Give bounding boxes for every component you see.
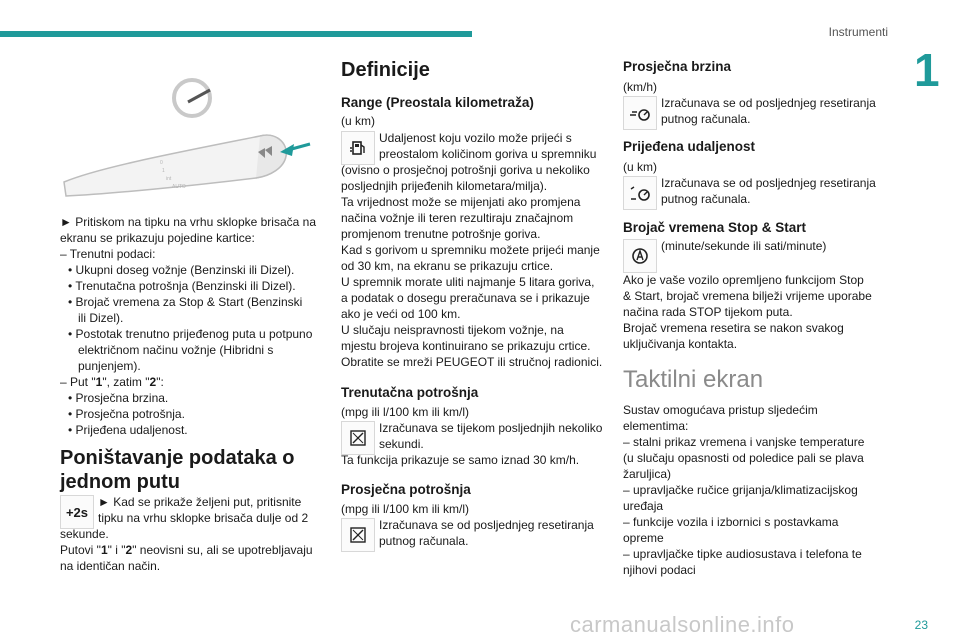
trip-2: 2 [125, 543, 133, 557]
reset-heading [60, 446, 295, 494]
text-line: a podatak o dosegu preračunava se i prikazuje [341, 291, 590, 305]
text-line: sekundi. [379, 437, 424, 451]
section-title: Instrumenti [828, 25, 888, 39]
current-consumption-icon-text [379, 420, 602, 452]
trip-line-text: ", zatim " [102, 375, 150, 389]
text-line: od 30 km, na ekranu se prikazuju crtice. [341, 259, 554, 273]
average-consumption-icon [341, 518, 375, 552]
trip-2: 2 [149, 375, 157, 389]
text-line: ako je veći od 100 km. [341, 307, 461, 321]
text-line: – funkcije vozila i izbornici s postavkama [623, 515, 839, 529]
reset-heading-line: Poništavanje podataka o [60, 447, 295, 469]
reset-line: ► Kad se prikaže željeni put, pritisnite [98, 495, 302, 509]
trip-1: 1 [100, 543, 108, 557]
distance-unit: (u km) [623, 160, 657, 174]
svg-text:int: int [166, 176, 172, 182]
text-line: promjenom trenutne potrošnje goriva. [341, 227, 541, 241]
bullet-item: • Prosječna brzina. [68, 391, 169, 405]
range-unit: (u km) [341, 114, 375, 128]
text-line: Udaljenost koju vozilo može prijeći s [379, 131, 572, 145]
svg-text:AUTO: AUTO [172, 184, 186, 190]
reset-line-part: " neovisni su, ali se upotrebljavaju [132, 543, 313, 557]
text-line: načina vožnje ili teren rezultiraju značajnom [341, 211, 574, 225]
reset-line-part: " i " [107, 543, 126, 557]
distance-icon-text [661, 175, 876, 207]
text-line: Ako je vaše vozilo opremljeno funkcijom Stop [623, 273, 864, 287]
text-line: putnog računala. [661, 112, 751, 126]
fuel-pump-icon [341, 131, 375, 165]
text-line: & Start, brojač vremena bilježi vrijeme uporabe [623, 289, 872, 303]
text-line: uključivanja kontakta. [623, 337, 738, 351]
average-consumption-title: Prosječna potrošnja [341, 482, 471, 497]
svg-text:0: 0 [160, 160, 163, 166]
reset-line: sekunde. [60, 527, 109, 541]
text-line: (u slučaju opasnosti od poledice pali se plava [623, 451, 864, 465]
average-consumption-unit: (mpg ili l/100 km ili km/l) [341, 502, 470, 516]
touch-screen-text [623, 402, 864, 578]
instruction-line: ekranu se prikazuju pojedine kartice: [60, 231, 255, 245]
consumption-gauge-icon [341, 421, 375, 455]
bullet-list-current [60, 262, 316, 374]
reset-line [60, 542, 313, 558]
trip-line-text: ": [156, 375, 164, 389]
bullet-item: • Trenutačna potrošnja (Benzinski ili Dizel). [68, 279, 296, 293]
reset-heading-line: jednom putu [60, 471, 180, 493]
text-line: načina rada STOP tijekom puta. [623, 305, 793, 319]
text-line: U slučaju neispravnosti tijekom vožnje, na [341, 323, 564, 337]
page-number: 23 [914, 618, 928, 632]
reset-icon-label: +2s [65, 504, 89, 520]
range-icon-text [379, 130, 596, 162]
text-line: Ta vrijednost može se mijenjati ako promjena [341, 195, 581, 209]
reset-line: na identičan način. [60, 559, 161, 573]
text-line: posljednjih prijeđenih kilometara/milja). [341, 179, 548, 193]
distance-icon [623, 176, 657, 210]
speedometer-icon [623, 96, 657, 130]
text-line: Izračunava se od posljednjeg resetiranja [661, 96, 876, 110]
distance-title: Prijeđena udaljenost [623, 139, 756, 154]
trip-line-text: – Put " [60, 375, 96, 389]
reset-text [60, 526, 313, 574]
trip-line [60, 374, 316, 390]
text-line: Brojač vremena resetira se nakon svakog [623, 321, 844, 335]
trip-1: 1 [95, 375, 103, 389]
chapter-tab [900, 41, 960, 96]
bullet-item: • Postotak trenutno prijeđenog puta u potpuno [68, 327, 313, 341]
reset-icon-text [98, 494, 308, 526]
svg-text:1: 1 [162, 168, 165, 174]
reset-line: tipku na vrhu sklopke brisača dulje od 2 [98, 511, 309, 525]
watermark: carmanualsonline.info [570, 612, 795, 637]
text-line: uređaja [623, 499, 664, 513]
text-line: Izračunava se tijekom posljednjih nekoliko [379, 421, 603, 435]
touch-screen-title: Taktilni ekran [623, 366, 764, 393]
instruction-line: ► Pritiskom na tipku na vrhu sklopke brisača na [60, 215, 316, 229]
reset-button-icon [60, 495, 94, 529]
instruction-block [60, 214, 316, 438]
text-line: Obratite se mreži PEUGEOT ili stručnoj radionici. [341, 355, 603, 369]
text-line: njihovi podaci [623, 563, 696, 577]
bullet-item: • Ukupni doseg vožnje (Benzinski ili Dizel). [68, 263, 295, 277]
current-consumption-title: Trenutačna potrošnja [341, 385, 479, 400]
text-line: putnog računala. [379, 534, 469, 548]
text-line: – upravljačke ručice grijanja/klimatizacijskog [623, 483, 858, 497]
text-line: – stalni prikaz vremena i vanjske temperature [623, 435, 865, 449]
wiper-stalk-illustration [60, 72, 322, 202]
text-line: Kad s gorivom u spremniku možete prijeći manje [341, 243, 600, 257]
text-line: elementima: [623, 419, 689, 433]
average-consumption-icon-text [379, 517, 594, 549]
stop-start-text [623, 272, 872, 352]
average-speed-icon-text [661, 95, 876, 127]
text-line: putnog računala. [661, 192, 751, 206]
text-line: Sustav omogućava pristup sljedećim [623, 403, 818, 417]
current-consumption-note: Ta funkcija prikazuje se samo iznad 30 km/h. [341, 453, 580, 467]
chapter-number: 1 [914, 44, 940, 96]
definitions-heading: Definicije [341, 59, 430, 81]
average-speed-unit: (km/h) [623, 80, 657, 94]
average-speed-title: Prosječna brzina [623, 59, 732, 74]
current-consumption-unit: (mpg ili l/100 km ili km/l) [341, 405, 470, 419]
stop-start-title: Brojač vremena Stop & Start [623, 220, 807, 235]
reset-line-part: Putovi " [60, 543, 101, 557]
stop-start-icon [623, 239, 657, 273]
text-line: U spremnik morate uliti najmanje 5 litara goriva, [341, 275, 595, 289]
bullet-item: • Prijeđena udaljenost. [68, 423, 188, 437]
text-line: – upravljačke tipke audiosustava i telefona te [623, 547, 862, 561]
text-line: Izračunava se od posljednjeg resetiranja [379, 518, 594, 532]
text-line: Izračunava se od posljednjeg resetiranja [661, 176, 876, 190]
text-line: opreme [623, 531, 664, 545]
text-line: preostalom količinom goriva u spremniku [379, 147, 597, 161]
instruction-line: – Trenutni podaci: [60, 247, 156, 261]
range-text [341, 162, 602, 370]
range-title: Range (Preostala kilometraža) [341, 95, 534, 110]
text-line: mjestu brojeva kontinuirano se prikazuju crtice. [341, 339, 591, 353]
text-line: (ovisno o prosječnoj potrošnji goriva u nekoliko [341, 163, 590, 177]
stop-start-icon-text: (minute/sekunde ili sati/minute) [661, 239, 827, 253]
header-accent-bar [0, 31, 472, 37]
bullet-item: ili Dizel). [78, 311, 124, 325]
bullet-item: električnom načinu vožnje (Hibridni s [78, 343, 274, 357]
text-line: žaruljica) [623, 467, 672, 481]
bullet-list-trip [60, 390, 316, 438]
bullet-item: punjenjem). [78, 359, 141, 373]
bullet-item: • Brojač vremena za Stop & Start (Benzinski [68, 295, 303, 309]
bullet-item: • Prosječna potrošnja. [68, 407, 185, 421]
